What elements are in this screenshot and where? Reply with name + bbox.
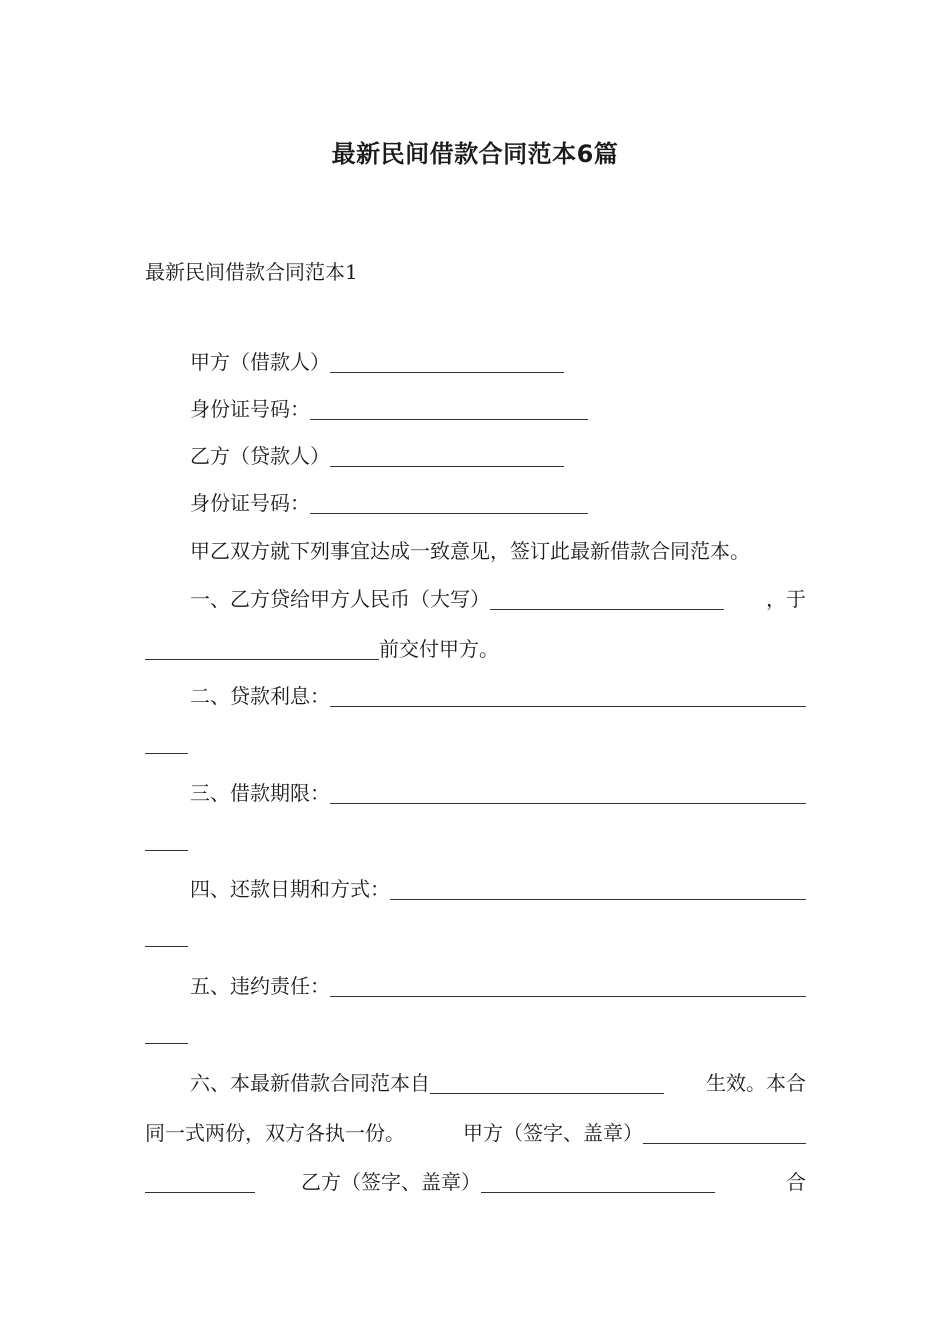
clause-6-date-blank <box>430 1071 664 1094</box>
clause-1-text: 一、乙方贷给甲方人民币（大写） <box>190 587 490 611</box>
clause-2-label: 二、贷款利息： <box>190 684 330 708</box>
clause-2-line <box>190 681 806 711</box>
party-b-sign-label: 乙方（签字、盖章） <box>301 1170 481 1194</box>
clause-2-blank <box>330 684 806 707</box>
id-b-line <box>190 488 588 518</box>
clause-6-effect-text: 生效。本合 <box>706 1071 806 1095</box>
clause-1-at-text: ，于 <box>766 587 806 611</box>
sign-line <box>145 1167 806 1197</box>
clause-6-copies-text: 同一式两份，双方各执一份。 <box>145 1121 405 1145</box>
clause-5-blank <box>330 974 806 997</box>
party-a-sign-blank <box>643 1121 806 1144</box>
clause-3-blank-cont <box>145 828 188 851</box>
clause-5-blank-cont <box>145 1021 188 1044</box>
party-b-line <box>190 441 564 471</box>
clause-1-date-blank <box>145 637 379 660</box>
clause-3-blank <box>330 781 806 804</box>
party-b-blank <box>330 444 564 467</box>
id-b-label: 身份证号码： <box>190 491 310 515</box>
clause-1-amount-blank <box>490 587 724 610</box>
clause-5-line-2 <box>145 1018 188 1048</box>
document-title: 最新民间借款合同范本6篇 <box>331 140 619 168</box>
clause-6-line <box>190 1068 806 1098</box>
agreement-line <box>190 536 750 566</box>
clause-4-blank <box>390 877 806 900</box>
clause-3-line-2 <box>145 825 188 855</box>
party-a-blank <box>330 350 564 373</box>
id-b-blank <box>310 491 588 514</box>
clause-1-deliver-text: 前交付甲方。 <box>379 637 499 661</box>
id-a-label: 身份证号码： <box>190 397 310 421</box>
clause-5-line <box>190 971 806 1001</box>
party-a-line <box>190 347 564 377</box>
clause-6-line-2 <box>145 1118 806 1148</box>
clause-1-line <box>190 584 806 614</box>
clause-4-line-2 <box>145 921 188 951</box>
id-a-line <box>190 394 588 424</box>
clause-4-line <box>190 874 806 904</box>
clause-4-blank-cont <box>145 924 188 947</box>
clause-3-label: 三、借款期限： <box>190 781 330 805</box>
party-a-sign-blank-cont <box>145 1170 255 1193</box>
agreement-text: 甲乙双方就下列事宜达成一致意见，签订此最新借款合同范本。 <box>190 539 750 563</box>
clause-2-line-2 <box>145 728 188 758</box>
clause-6-text: 六、本最新借款合同范本自 <box>190 1071 430 1095</box>
clause-5-label: 五、违约责任： <box>190 974 330 998</box>
party-b-label: 乙方（贷款人） <box>190 444 330 468</box>
clause-3-line <box>190 778 806 808</box>
clause-1-line-2 <box>145 634 499 664</box>
clause-2-blank-cont <box>145 731 188 754</box>
clause-4-label: 四、还款日期和方式： <box>190 877 390 901</box>
id-a-blank <box>310 397 588 420</box>
party-a-sign-label: 甲方（签字、盖章） <box>463 1121 643 1145</box>
party-a-label: 甲方（借款人） <box>190 350 330 374</box>
section-heading: 最新民间借款合同范本1 <box>145 260 358 284</box>
trailing-text: 合 <box>786 1170 806 1194</box>
party-b-sign-blank <box>481 1170 715 1193</box>
